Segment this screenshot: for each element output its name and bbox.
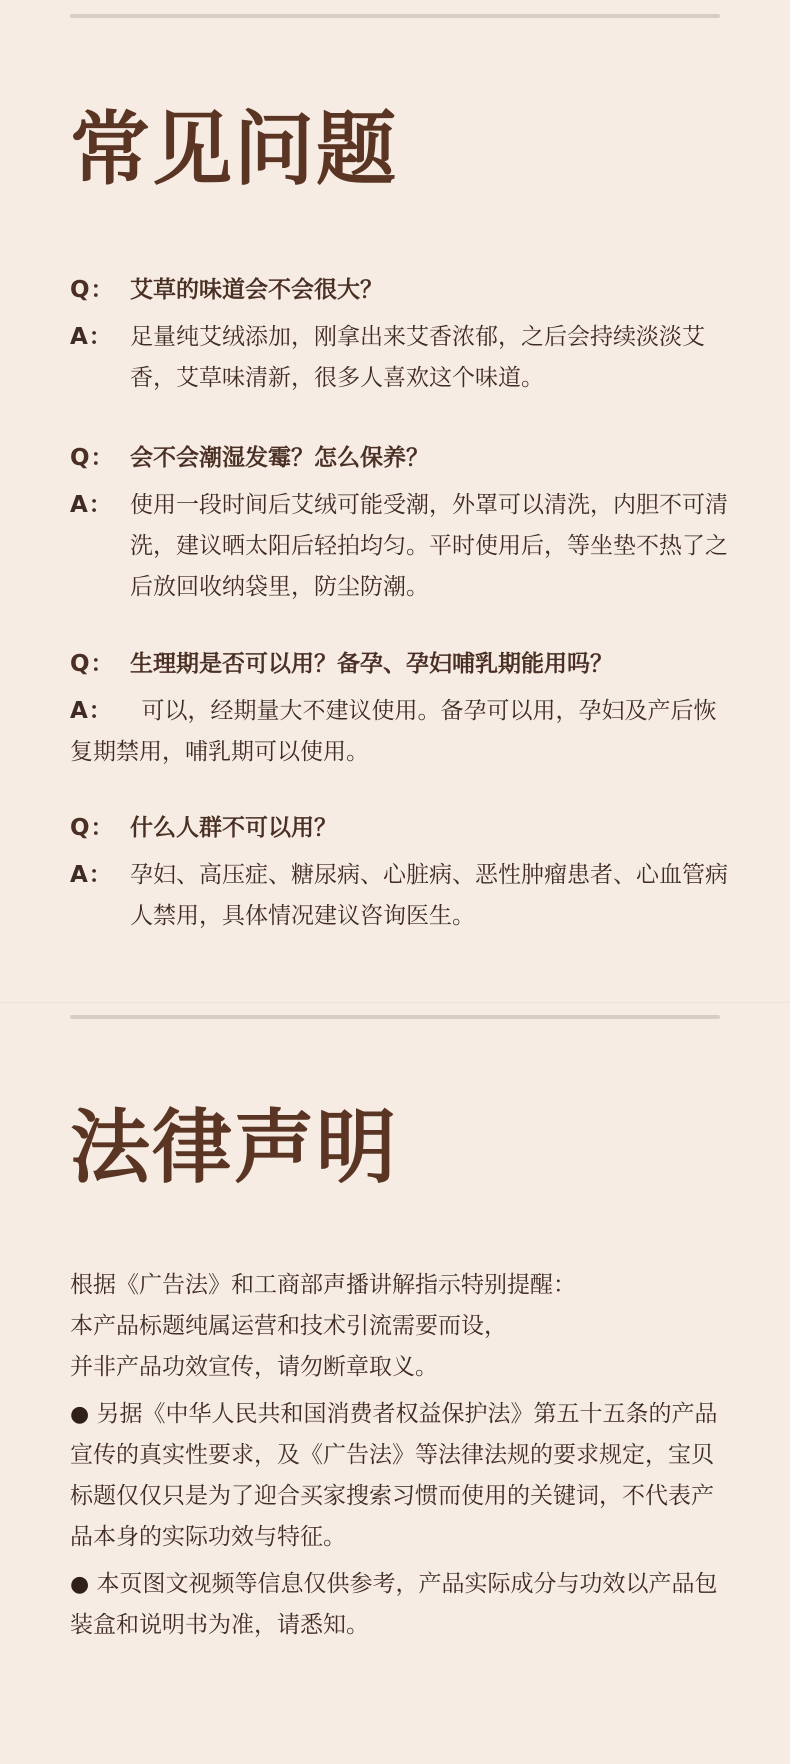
legal-intro-line: 本产品标题纯属运营和技术引流需要而设，	[70, 1313, 507, 1339]
faq-title: 常见问题	[70, 103, 398, 196]
faq-answer: 可以，经期量大不建议使用。备孕可以用，孕妇及产后恢复期禁用，哺乳期可以使用。	[70, 698, 717, 765]
faq-answer: 使用一段时间后艾绒可能受潮，外罩可以清洗，内胆不可清洗，建议晒太阳后轻拍均匀。平时使用后，等坐垫不热了之后放回收纳袋里，防尘防潮。	[130, 492, 728, 600]
faq-answer-row	[70, 317, 730, 399]
legal-divider	[70, 1015, 720, 1019]
answer-prefix: A：	[70, 698, 113, 724]
legal-intro-line: 根据《广告法》和工商部声播讲解指示特别提醒：	[70, 1272, 576, 1298]
legal-body	[70, 1265, 730, 1646]
question-prefix: Q：	[70, 815, 115, 841]
question-prefix: Q：	[70, 277, 115, 303]
faq-answer-row	[70, 485, 730, 608]
bullet-icon: ●	[70, 1402, 90, 1427]
faq-item-1	[70, 270, 730, 399]
answer-prefix: A：	[70, 862, 113, 888]
question-prefix: Q：	[70, 651, 115, 677]
legal-point-text: 本页图文视频等信息仅供参考，产品实际成分与功效以产品包装盒和说明书为准，请悉知。	[70, 1571, 718, 1638]
legal-section	[0, 1002, 790, 1764]
bullet-icon: ●	[70, 1572, 90, 1597]
faq-answer-row	[70, 855, 730, 937]
answer-prefix: A：	[70, 324, 113, 350]
legal-intro-line: 并非产品功效宣传，请勿断章取义。	[70, 1354, 438, 1380]
faq-question: 会不会潮湿发霉？怎么保养？	[130, 445, 429, 471]
faq-answer: 足量纯艾绒添加，刚拿出来艾香浓郁，之后会持续淡淡艾香，艾草味清新，很多人喜欢这个味道。	[130, 324, 705, 391]
faq-answer: 孕妇、高压症、糖尿病、心脏病、恶性肿瘤患者、心血管病人禁用，具体情况建议咨询医生。	[130, 862, 728, 929]
faq-item-2	[70, 438, 730, 608]
faq-item-3	[70, 644, 730, 773]
top-divider	[70, 14, 720, 18]
faq-answer-row	[70, 691, 730, 773]
faq-question-row	[70, 644, 730, 685]
question-prefix: Q：	[70, 445, 115, 471]
legal-point-text: 另据《中华人民共和国消费者权益保护法》第五十五条的产品宣传的真实性要求，及《广告法》等法律法规的要求规定，宝贝标题仅仅只是为了迎合买家搜索习惯而使用的关键词，不代表产品本身的实际功效与特征。	[70, 1401, 718, 1550]
faq-item-4	[70, 808, 730, 937]
legal-title: 法律声明	[70, 1101, 398, 1194]
answer-prefix: A：	[70, 492, 113, 518]
legal-point-2	[70, 1564, 730, 1646]
faq-question: 什么人群不可以用？	[130, 815, 337, 841]
faq-question-row	[70, 270, 730, 311]
faq-question: 生理期是否可以用？备孕、孕妇哺乳期能用吗？	[130, 651, 613, 677]
faq-question-row	[70, 438, 730, 479]
legal-point-1	[70, 1394, 730, 1558]
faq-question: 艾草的味道会不会很大？	[130, 277, 383, 303]
faq-question-row	[70, 808, 730, 849]
